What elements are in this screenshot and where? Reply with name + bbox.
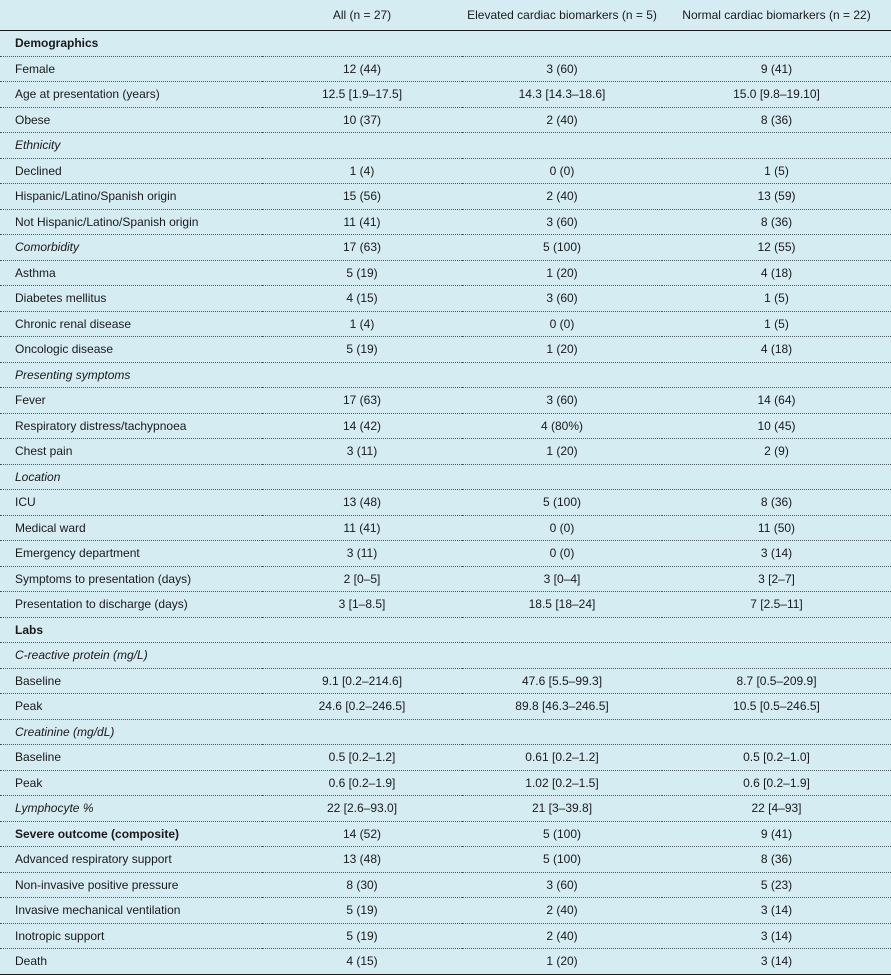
value-all: 14 (52) bbox=[262, 821, 462, 847]
value-all bbox=[262, 617, 462, 643]
value-all: 3 (11) bbox=[262, 541, 462, 567]
value-normal: 2 (9) bbox=[662, 439, 891, 465]
value-elevated: 21 [3–39.8] bbox=[462, 796, 662, 822]
value-normal: 0.5 [0.2–1.0] bbox=[662, 745, 891, 771]
table-row bbox=[0, 464, 891, 490]
value-elevated: 1 (20) bbox=[462, 439, 662, 465]
table-row bbox=[0, 31, 891, 57]
value-elevated: 2 (40) bbox=[462, 898, 662, 924]
table-row bbox=[0, 107, 891, 133]
value-elevated: 3 [0–4] bbox=[462, 566, 662, 592]
value-elevated bbox=[462, 617, 662, 643]
table-row bbox=[0, 515, 891, 541]
row-label: Chronic renal disease bbox=[0, 311, 262, 337]
row-label: Fever bbox=[0, 388, 262, 414]
value-normal: 22 [4–93] bbox=[662, 796, 891, 822]
table-row bbox=[0, 872, 891, 898]
table-row bbox=[0, 617, 891, 643]
value-all bbox=[262, 133, 462, 159]
value-normal: 3 (14) bbox=[662, 923, 891, 949]
header-row bbox=[0, 0, 891, 31]
value-normal: 3 (14) bbox=[662, 898, 891, 924]
value-all: 12 (44) bbox=[262, 56, 462, 82]
row-label: Baseline bbox=[0, 745, 262, 771]
table-row bbox=[0, 566, 891, 592]
value-elevated: 2 (40) bbox=[462, 107, 662, 133]
value-normal: 8 (36) bbox=[662, 847, 891, 873]
row-label: Advanced respiratory support bbox=[0, 847, 262, 873]
value-normal: 8 (36) bbox=[662, 107, 891, 133]
value-all bbox=[262, 719, 462, 745]
value-normal: 13 (59) bbox=[662, 184, 891, 210]
value-normal: 3 (14) bbox=[662, 949, 891, 975]
value-elevated: 3 (60) bbox=[462, 209, 662, 235]
value-normal: 12 (55) bbox=[662, 235, 891, 261]
table-row bbox=[0, 209, 891, 235]
value-elevated: 4 (80%) bbox=[462, 413, 662, 439]
value-elevated: 3 (60) bbox=[462, 388, 662, 414]
row-label: Not Hispanic/Latino/Spanish origin bbox=[0, 209, 262, 235]
row-label: Asthma bbox=[0, 260, 262, 286]
table-row bbox=[0, 490, 891, 516]
value-normal: 9 (41) bbox=[662, 821, 891, 847]
value-normal: 0.6 [0.2–1.9] bbox=[662, 770, 891, 796]
value-elevated bbox=[462, 643, 662, 669]
value-normal bbox=[662, 719, 891, 745]
table-row bbox=[0, 133, 891, 159]
row-label: Symptoms to presentation (days) bbox=[0, 566, 262, 592]
value-elevated: 0 (0) bbox=[462, 515, 662, 541]
header-elevated: Elevated cardiac biomarkers (n = 5) bbox=[462, 0, 662, 31]
table-row bbox=[0, 541, 891, 567]
value-all: 24.6 [0.2–246.5] bbox=[262, 694, 462, 720]
value-elevated: 2 (40) bbox=[462, 184, 662, 210]
row-label: Labs bbox=[0, 617, 262, 643]
value-normal: 7 [2.5–11] bbox=[662, 592, 891, 618]
value-normal: 9 (41) bbox=[662, 56, 891, 82]
value-all: 4 (15) bbox=[262, 286, 462, 312]
value-all: 2 [0–5] bbox=[262, 566, 462, 592]
row-label: Emergency department bbox=[0, 541, 262, 567]
value-all: 17 (63) bbox=[262, 235, 462, 261]
value-elevated bbox=[462, 31, 662, 57]
table-row bbox=[0, 949, 891, 975]
row-label: Baseline bbox=[0, 668, 262, 694]
value-all: 4 (15) bbox=[262, 949, 462, 975]
row-label: Severe outcome (composite) bbox=[0, 821, 262, 847]
value-all bbox=[262, 31, 462, 57]
table-row bbox=[0, 898, 891, 924]
row-label: Comorbidity bbox=[0, 235, 262, 261]
table-row bbox=[0, 796, 891, 822]
row-label: Hispanic/Latino/Spanish origin bbox=[0, 184, 262, 210]
table-row bbox=[0, 923, 891, 949]
row-label: Lymphocyte % bbox=[0, 796, 262, 822]
value-all: 0.5 [0.2–1.2] bbox=[262, 745, 462, 771]
row-label: Ethnicity bbox=[0, 133, 262, 159]
value-elevated bbox=[462, 362, 662, 388]
value-elevated: 0 (0) bbox=[462, 311, 662, 337]
value-elevated: 3 (60) bbox=[462, 286, 662, 312]
table-row bbox=[0, 184, 891, 210]
row-label: ICU bbox=[0, 490, 262, 516]
row-label: Oncologic disease bbox=[0, 337, 262, 363]
value-normal: 15.0 [9.8–19.10] bbox=[662, 82, 891, 108]
row-label: Peak bbox=[0, 770, 262, 796]
value-normal: 3 (14) bbox=[662, 541, 891, 567]
value-all: 12.5 [1.9–17.5] bbox=[262, 82, 462, 108]
row-label: Female bbox=[0, 56, 262, 82]
value-all: 13 (48) bbox=[262, 847, 462, 873]
value-elevated: 1 (20) bbox=[462, 260, 662, 286]
value-all: 5 (19) bbox=[262, 923, 462, 949]
table-row bbox=[0, 388, 891, 414]
value-elevated bbox=[462, 133, 662, 159]
row-label: Respiratory distress/tachypnoea bbox=[0, 413, 262, 439]
value-elevated: 2 (40) bbox=[462, 923, 662, 949]
table-row bbox=[0, 439, 891, 465]
value-normal: 4 (18) bbox=[662, 260, 891, 286]
value-elevated: 1 (20) bbox=[462, 337, 662, 363]
value-all: 14 (42) bbox=[262, 413, 462, 439]
value-normal: 3 [2–7] bbox=[662, 566, 891, 592]
value-all bbox=[262, 643, 462, 669]
row-label: Location bbox=[0, 464, 262, 490]
value-all: 13 (48) bbox=[262, 490, 462, 516]
value-all: 1 (4) bbox=[262, 311, 462, 337]
value-normal: 8.7 [0.5–209.9] bbox=[662, 668, 891, 694]
table-row bbox=[0, 158, 891, 184]
row-label: Chest pain bbox=[0, 439, 262, 465]
value-elevated: 47.6 [5.5–99.3] bbox=[462, 668, 662, 694]
value-normal: 10 (45) bbox=[662, 413, 891, 439]
value-normal: 5 (23) bbox=[662, 872, 891, 898]
table-row bbox=[0, 821, 891, 847]
value-normal bbox=[662, 464, 891, 490]
value-elevated: 5 (100) bbox=[462, 821, 662, 847]
value-all: 10 (37) bbox=[262, 107, 462, 133]
value-normal: 8 (36) bbox=[662, 490, 891, 516]
table-row bbox=[0, 745, 891, 771]
value-normal: 4 (18) bbox=[662, 337, 891, 363]
value-elevated: 1.02 [0.2–1.5] bbox=[462, 770, 662, 796]
value-elevated: 89.8 [46.3–246.5] bbox=[462, 694, 662, 720]
value-normal: 1 (5) bbox=[662, 158, 891, 184]
row-label: C-reactive protein (mg/L) bbox=[0, 643, 262, 669]
row-label: Peak bbox=[0, 694, 262, 720]
value-elevated: 3 (60) bbox=[462, 56, 662, 82]
row-label: Invasive mechanical ventilation bbox=[0, 898, 262, 924]
table-row bbox=[0, 694, 891, 720]
value-all: 11 (41) bbox=[262, 209, 462, 235]
table-row bbox=[0, 286, 891, 312]
table-row bbox=[0, 235, 891, 261]
table-row bbox=[0, 311, 891, 337]
row-label: Diabetes mellitus bbox=[0, 286, 262, 312]
table-row bbox=[0, 770, 891, 796]
value-all: 11 (41) bbox=[262, 515, 462, 541]
value-normal bbox=[662, 362, 891, 388]
row-label: Demographics bbox=[0, 31, 262, 57]
table-row bbox=[0, 260, 891, 286]
value-elevated: 0 (0) bbox=[462, 158, 662, 184]
row-label: Medical ward bbox=[0, 515, 262, 541]
value-all: 3 [1–8.5] bbox=[262, 592, 462, 618]
value-elevated: 1 (20) bbox=[462, 949, 662, 975]
value-all: 22 [2.6–93.0] bbox=[262, 796, 462, 822]
header-blank bbox=[0, 0, 262, 31]
value-elevated: 0.61 [0.2–1.2] bbox=[462, 745, 662, 771]
value-normal bbox=[662, 133, 891, 159]
value-all: 8 (30) bbox=[262, 872, 462, 898]
value-all: 0.6 [0.2–1.9] bbox=[262, 770, 462, 796]
value-elevated: 14.3 [14.3–18.6] bbox=[462, 82, 662, 108]
table-row bbox=[0, 362, 891, 388]
row-label: Obese bbox=[0, 107, 262, 133]
value-elevated: 5 (100) bbox=[462, 847, 662, 873]
value-elevated bbox=[462, 464, 662, 490]
value-all: 5 (19) bbox=[262, 260, 462, 286]
value-normal: 11 (50) bbox=[662, 515, 891, 541]
value-elevated: 3 (60) bbox=[462, 872, 662, 898]
header-normal: Normal cardiac biomarkers (n = 22) bbox=[662, 0, 891, 31]
table-row bbox=[0, 337, 891, 363]
table-row bbox=[0, 413, 891, 439]
header-all: All (n = 27) bbox=[262, 0, 462, 31]
value-normal: 8 (36) bbox=[662, 209, 891, 235]
row-label: Creatinine (mg/dL) bbox=[0, 719, 262, 745]
value-normal: 14 (64) bbox=[662, 388, 891, 414]
value-all bbox=[262, 362, 462, 388]
row-label: Declined bbox=[0, 158, 262, 184]
table-row bbox=[0, 56, 891, 82]
row-label: Age at presentation (years) bbox=[0, 82, 262, 108]
value-elevated bbox=[462, 719, 662, 745]
value-all: 15 (56) bbox=[262, 184, 462, 210]
value-all: 17 (63) bbox=[262, 388, 462, 414]
value-all: 9.1 [0.2–214.6] bbox=[262, 668, 462, 694]
value-normal bbox=[662, 31, 891, 57]
table-row bbox=[0, 643, 891, 669]
value-normal: 1 (5) bbox=[662, 286, 891, 312]
value-normal bbox=[662, 617, 891, 643]
table-row bbox=[0, 847, 891, 873]
table-row bbox=[0, 82, 891, 108]
value-all: 5 (19) bbox=[262, 337, 462, 363]
table-row bbox=[0, 592, 891, 618]
value-all: 1 (4) bbox=[262, 158, 462, 184]
row-label: Presentation to discharge (days) bbox=[0, 592, 262, 618]
table-row bbox=[0, 668, 891, 694]
value-normal: 10.5 [0.5–246.5] bbox=[662, 694, 891, 720]
row-label: Inotropic support bbox=[0, 923, 262, 949]
value-all: 3 (11) bbox=[262, 439, 462, 465]
value-all: 5 (19) bbox=[262, 898, 462, 924]
value-elevated: 5 (100) bbox=[462, 490, 662, 516]
value-normal bbox=[662, 643, 891, 669]
table-row bbox=[0, 719, 891, 745]
value-normal: 1 (5) bbox=[662, 311, 891, 337]
value-elevated: 18.5 [18–24] bbox=[462, 592, 662, 618]
value-elevated: 0 (0) bbox=[462, 541, 662, 567]
row-label: Non-invasive positive pressure bbox=[0, 872, 262, 898]
row-label: Presenting symptoms bbox=[0, 362, 262, 388]
value-all bbox=[262, 464, 462, 490]
row-label: Death bbox=[0, 949, 262, 975]
value-elevated: 5 (100) bbox=[462, 235, 662, 261]
